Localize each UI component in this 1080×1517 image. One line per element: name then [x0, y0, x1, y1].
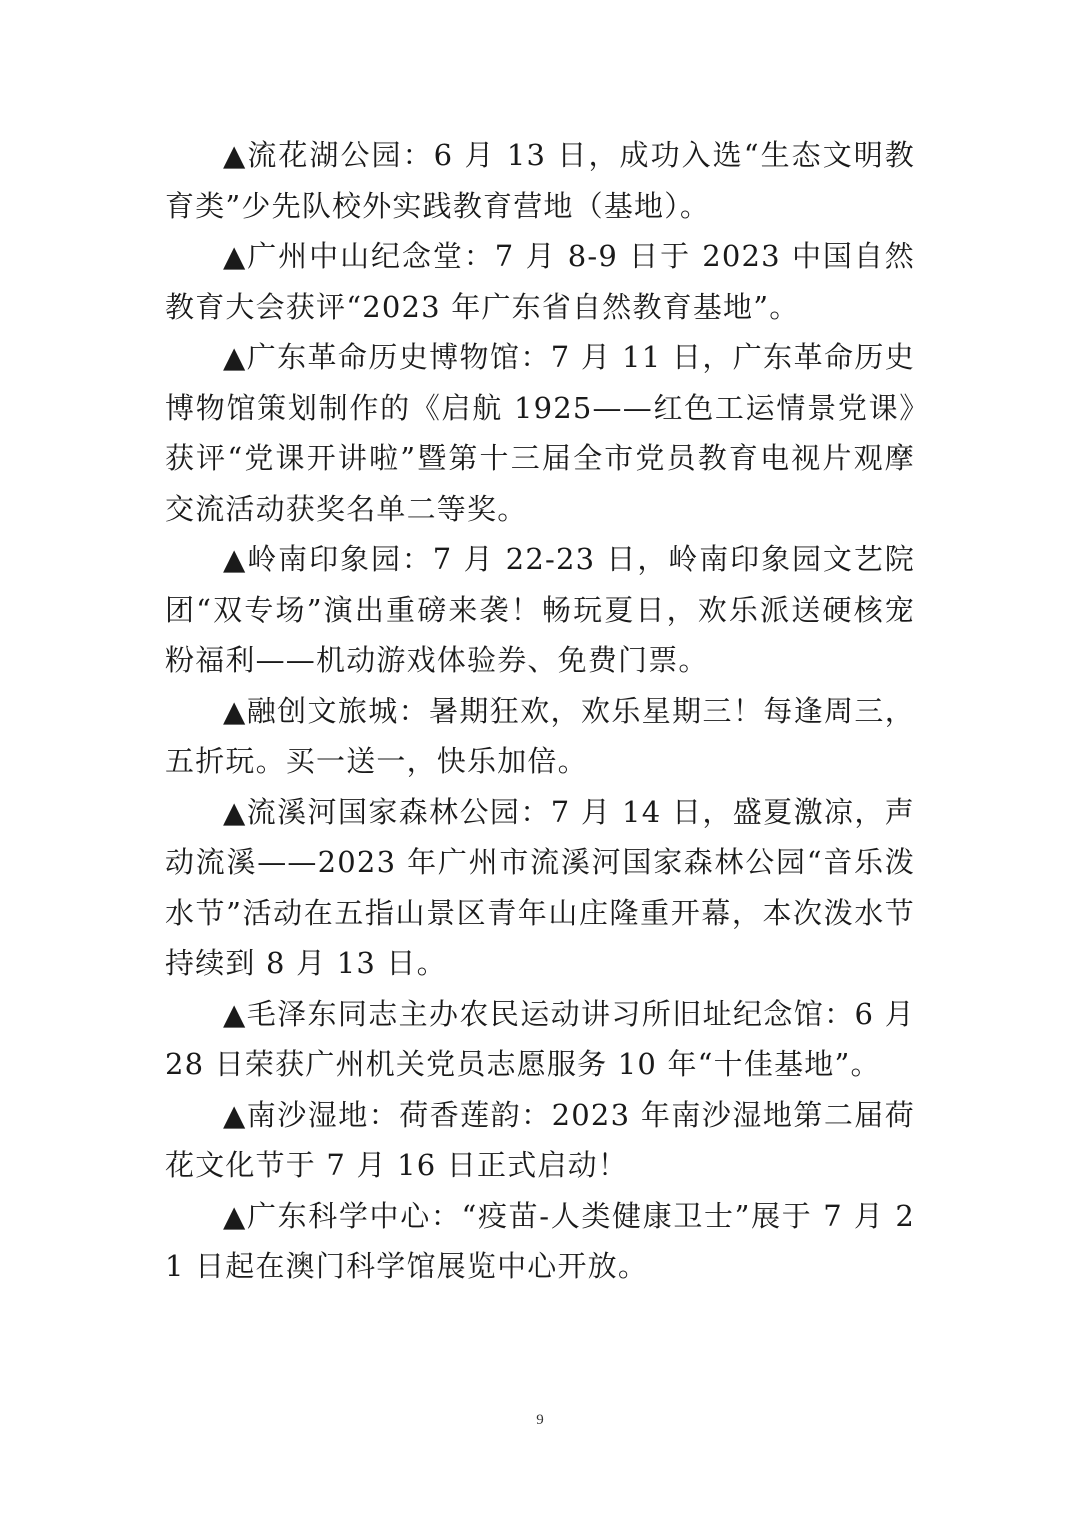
paragraph-liuxi-river-forest-park: ▲流溪河国家森林公园：7 月 14 日，盛夏激凉，声动流溪——2023 年广州市流溪河国家森林公园“音乐泼水节”活动在五指山景区青年山庄隆重开幕，本次泼水节持续到 8 月 13 日。	[165, 794, 915, 980]
paragraph-sunac-cultural-tourism-city: ▲融创文旅城：暑期狂欢，欢乐星期三！每逢周三，五折玩。买一送一，快乐加倍。	[165, 693, 915, 778]
paragraph-guangdong-science-center: ▲广东科学中心：“疫苗-人类健康卫士”展于 7 月 21 日起在澳门科学馆展览中心开放。	[165, 1198, 915, 1283]
paragraph-sun-yat-sen-memorial-hall: ▲广州中山纪念堂：7 月 8-9 日于 2023 中国自然教育大会获评“2023 年广东省自然教育基地”。	[165, 239, 915, 324]
page-number: 9	[536, 1412, 544, 1428]
paragraph-nansha-wetland: ▲南沙湿地：荷香莲韵：2023 年南沙湿地第二届荷花文化节于 7 月 16 日正式启动！	[165, 1097, 915, 1182]
document-body	[165, 130, 915, 1292]
paragraph-peasant-movement-institute: ▲毛泽东同志主办农民运动讲习所旧址纪念馆：6 月 28 日荣获广州机关党员志愿服务 10 年“十佳基地”。	[165, 996, 915, 1081]
paragraph-revolution-history-museum: ▲广东革命历史博物馆：7 月 11 日，广东革命历史博物馆策划制作的《启航 1925——红色工运情景党课》获评“党课开讲啦”暨第十三届全市党员教育电视片观摩交流活动获奖名单二等奖。	[165, 340, 915, 526]
paragraph-liuhua-lake-park: ▲流花湖公园：6 月 13 日，成功入选“生态文明教育类”少先队校外实践教育营地（基地）。	[165, 138, 915, 223]
paragraph-lingnan-impression-park: ▲岭南印象园：7 月 22-23 日，岭南印象园文艺院团“双专场”演出重磅来袭！畅玩夏日，欢乐派送硬核宠粉福利——机动游戏体验券、免费门票。	[165, 542, 915, 677]
